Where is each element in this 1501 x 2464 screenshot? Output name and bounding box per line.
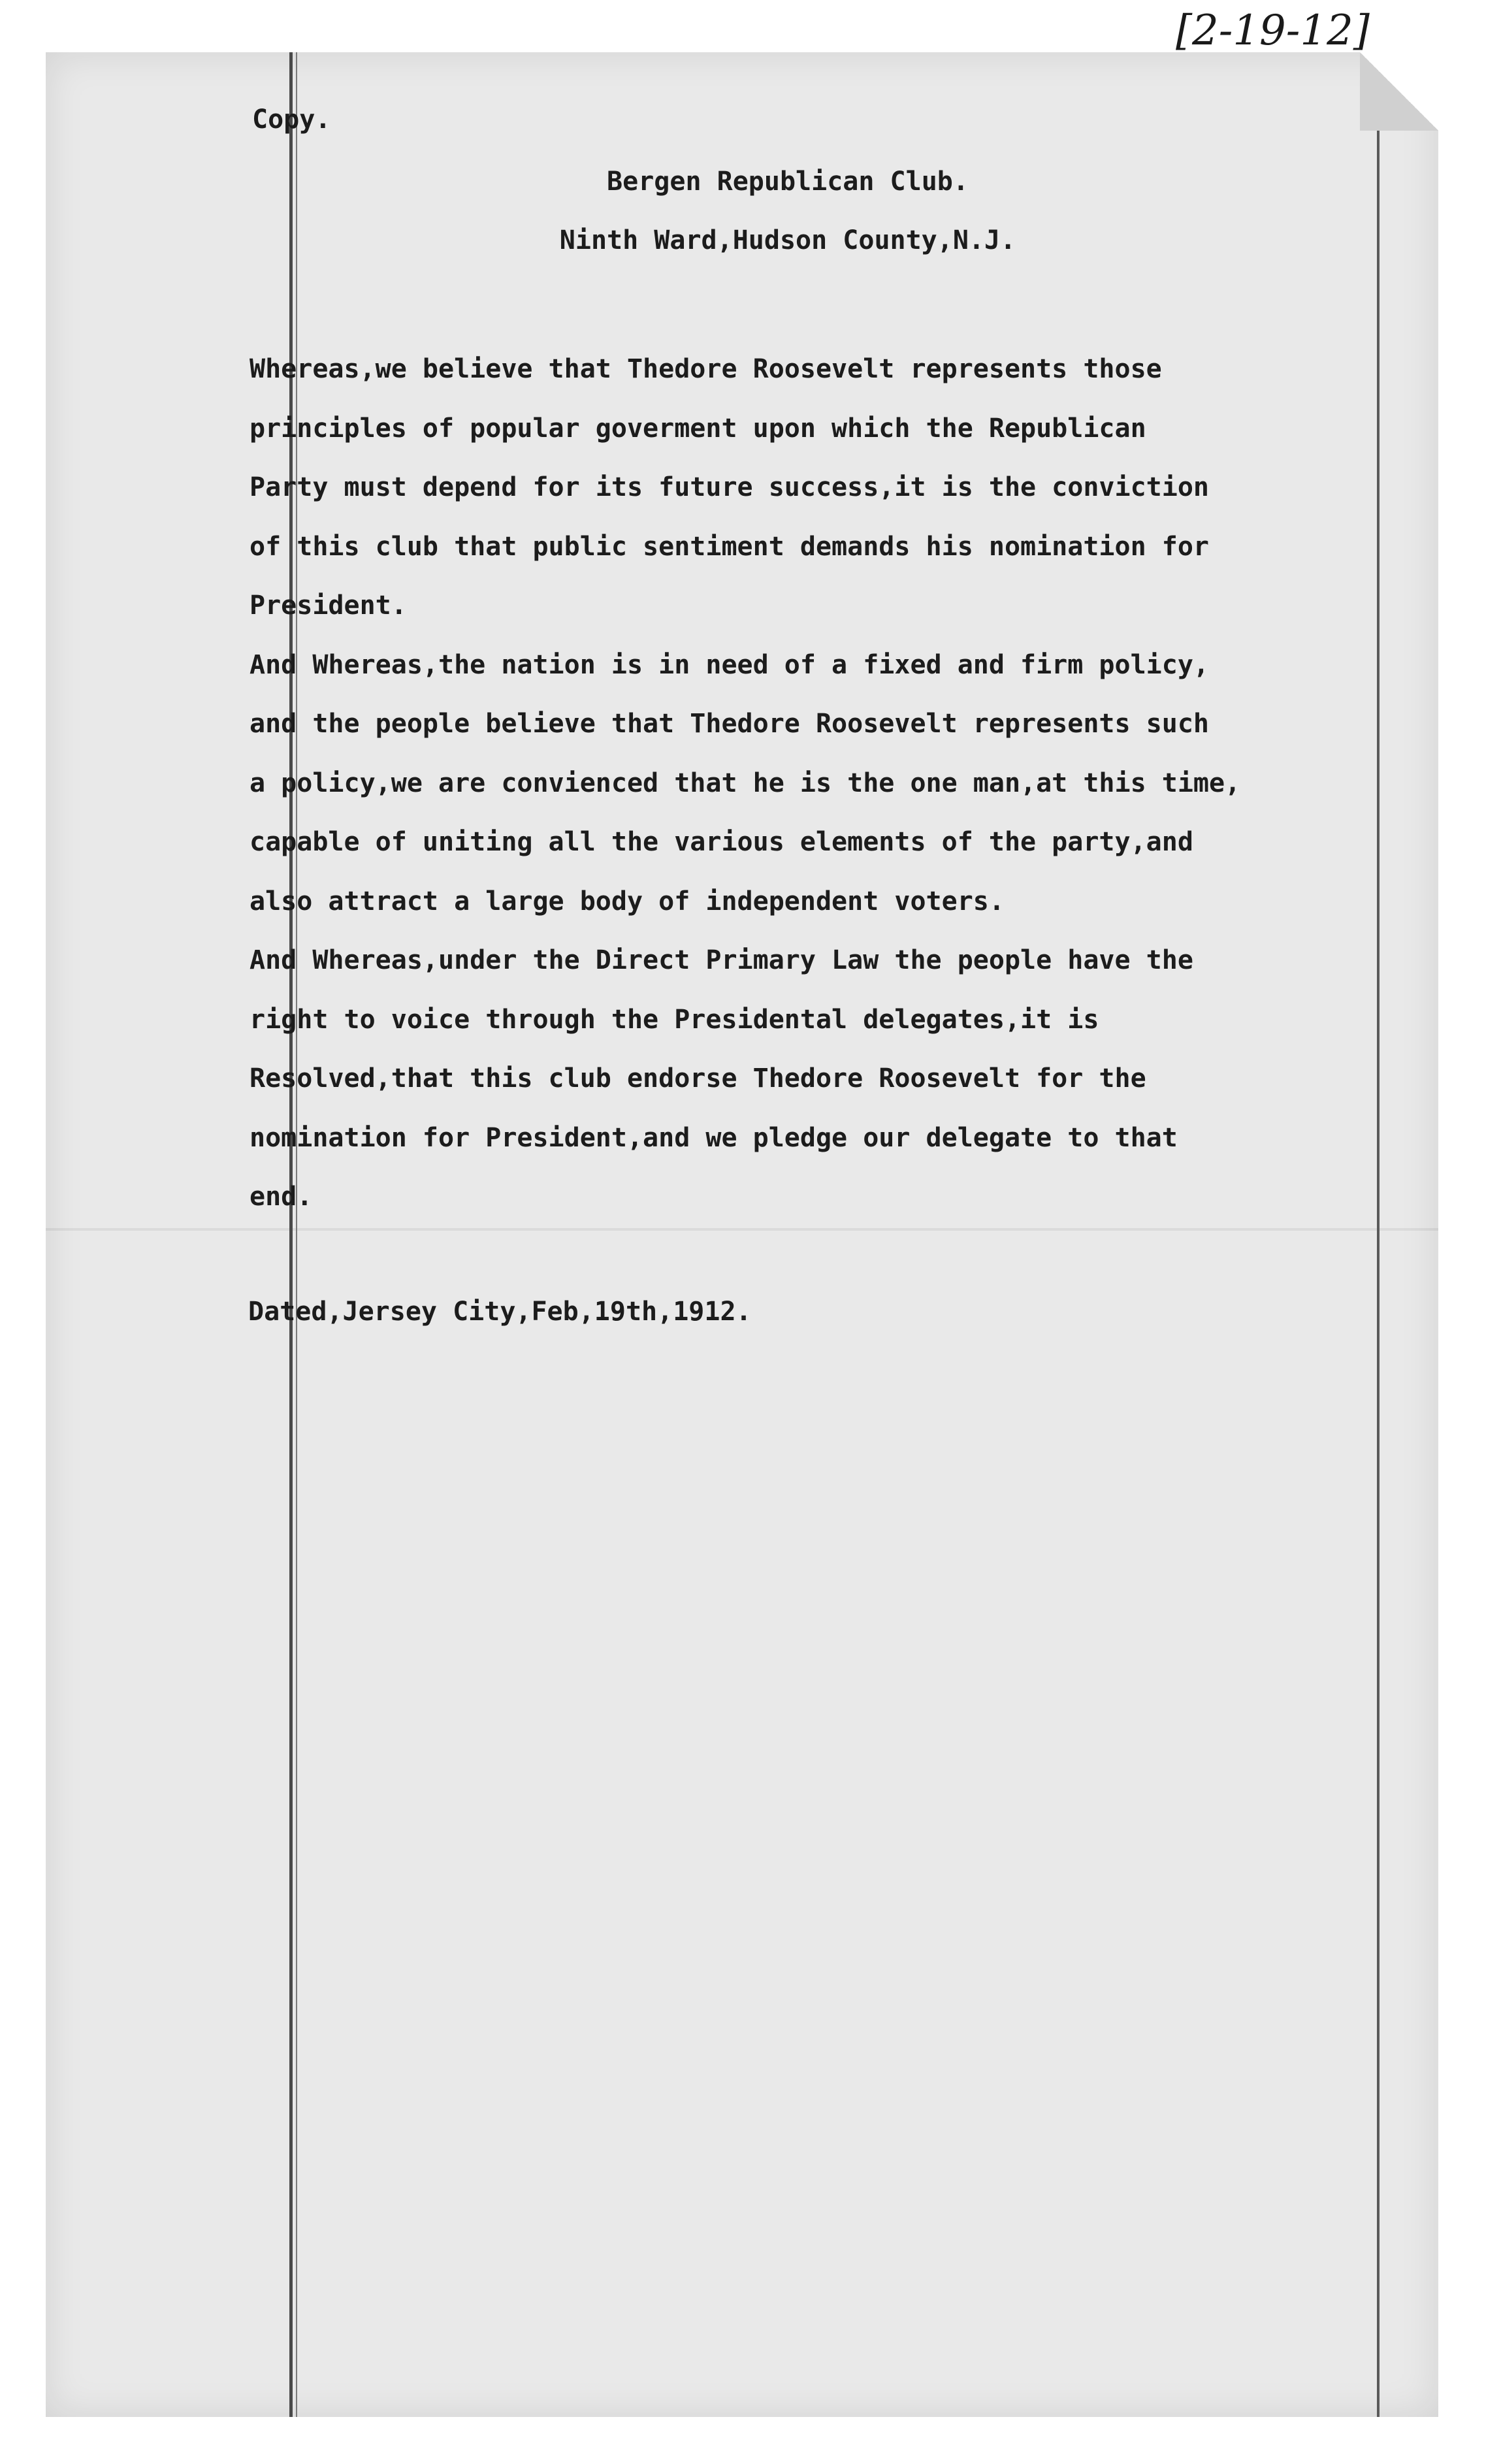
body-line: a policy,we are convienced that he is the one man,at this time, xyxy=(250,768,1241,798)
body-line: Whereas,we believe that Thedore Roosevelt represents those xyxy=(250,354,1162,384)
body-line: Resolved,that this club endorse Thedore Roosevelt for the xyxy=(250,1063,1146,1094)
resolution-body xyxy=(250,340,1240,1227)
body-line: capable of uniting all the various elements of the party,and xyxy=(250,827,1193,857)
body-line: And Whereas,under the Direct Primary Law the people have the xyxy=(250,945,1193,975)
body-line: Party must depend for its future success,it is the conviction xyxy=(250,472,1210,502)
dated-line: Dated,Jersey City,Feb,19th,1912. xyxy=(248,1297,752,1327)
body-line: nomination for President,and we pledge our delegate to that xyxy=(250,1122,1178,1153)
copy-label: Copy. xyxy=(252,105,331,135)
body-line: President. xyxy=(250,591,407,621)
body-line: And Whereas,the nation is in need of a fixed and firm policy, xyxy=(250,649,1210,680)
handwritten-date: [2-19-12] xyxy=(1176,7,1370,55)
paper-fold xyxy=(46,1228,1438,1231)
body-line: principles of popular goverment upon which the Republican xyxy=(250,413,1146,444)
body-line: right to voice through the Presidental delegates,it is xyxy=(250,1004,1099,1035)
club-name-heading: Bergen Republican Club. xyxy=(607,167,969,197)
body-line: end. xyxy=(250,1182,313,1212)
body-line: also attract a large body of independent voters. xyxy=(250,886,1005,916)
club-location-heading: Ninth Ward,Hudson County,N.J. xyxy=(559,225,1016,255)
right-margin-rule xyxy=(1377,52,1380,2417)
body-line: and the people believe that Thedore Roosevelt represents such xyxy=(250,709,1210,739)
folded-corner xyxy=(1360,52,1438,131)
body-line: of this club that public sentiment demands his nomination for xyxy=(250,531,1210,562)
